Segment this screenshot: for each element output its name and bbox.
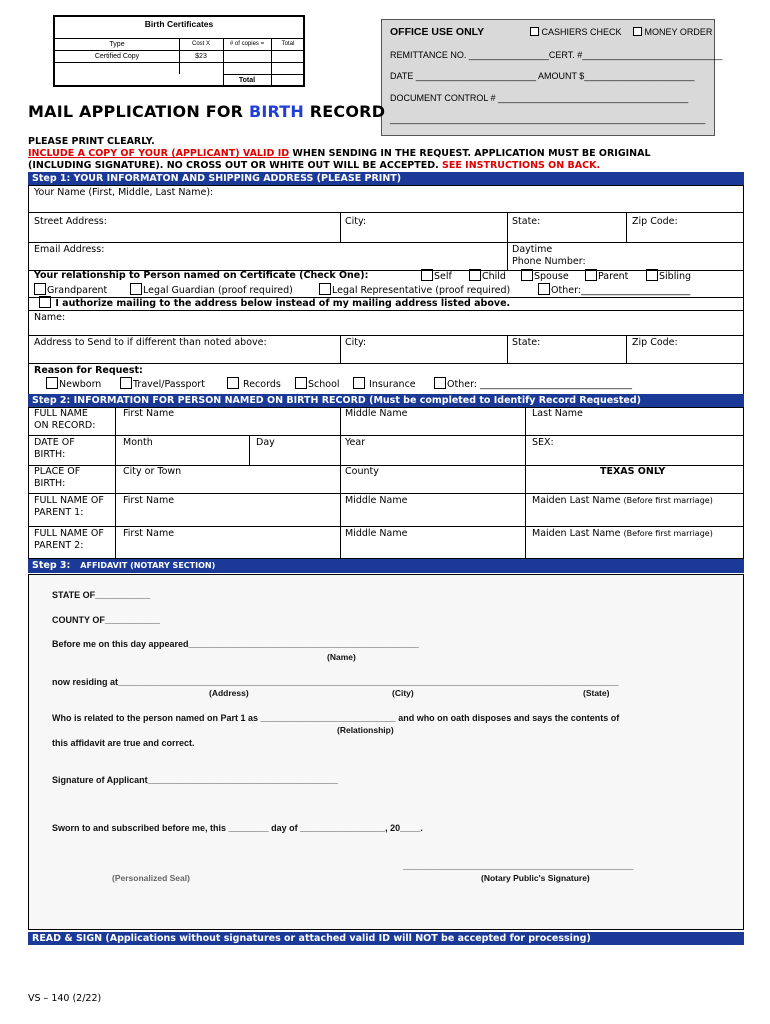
send-state-label: State: [512,337,541,348]
parent1-label-line1: FULL NAME OF [34,495,104,506]
related-line[interactable]: Who is related to the person named on Part 1 as ___________________________ and who on oath disposes and says the contents of [52,713,620,723]
rel-grandparent-option[interactable]: Grandparent [34,283,107,296]
valid-id-note: INCLUDE A COPY OF YOUR (APPLICANT) VALID ID WHEN SENDING IN THE REQUEST. APPLICATION MUST BE ORIGINAL [28,148,651,159]
cashiers-check-option[interactable]: CASHIERS CHECK [530,27,622,37]
fee-header-total: Total [281,41,295,47]
relationship-label: Your relationship to Person named on Certificate (Check One): [34,270,369,281]
fee-header-copies: # of copies = [229,41,265,47]
day-label: Day [256,437,275,448]
parent2-maiden-label: Maiden Last Name (Before first marriage) [532,528,713,539]
rel-other-option[interactable]: Other:_______________________ [538,283,690,296]
reason-newborn-option[interactable]: Newborn [46,377,101,390]
money-order-checkbox[interactable] [633,27,642,36]
state-caption: (State) [583,688,610,698]
fee-row-type: Certified Copy [94,53,140,60]
parent1-maiden-label: Maiden Last Name (Before first marriage) [532,495,713,506]
signature-note: (INCLUDING SIGNATURE). NO CROSS OUT OR WHITE OUT WILL BE ACCEPTED. SEE INSTRUCTIONS ON BACK. [28,160,601,171]
rel-parent-option[interactable]: Parent [585,269,628,282]
name-caption: (Name) [327,652,356,662]
send-name-label: Name: [34,312,66,323]
fee-header-cost: Cost X [191,41,210,47]
affidavit-section [28,574,744,930]
date-amount-line: DATE ________________________ AMOUNT $______________________ [390,71,695,81]
daytime-label: Daytime [512,244,553,255]
office-blank-line: _______________________________________________________________ [390,114,706,124]
rel-legal-representative-checkbox[interactable] [319,283,331,295]
fee-total-label: Total [238,77,256,84]
rel-legal-guardian-option[interactable]: Legal Guardian (proof required) [130,283,293,296]
reason-newborn-checkbox[interactable] [46,377,58,389]
rel-child-option[interactable]: Child [469,269,506,282]
reason-records-checkbox[interactable] [227,377,239,389]
city-caption: (City) [392,688,414,698]
reason-insurance-option[interactable]: Insurance [353,377,416,390]
form-number: VS – 140 (2/22) [28,993,102,1004]
reason-school-checkbox[interactable] [295,377,307,389]
print-clearly-note: PLEASE PRINT CLEARLY. [28,136,155,147]
parent1-middle-name-label: Middle Name [345,495,408,506]
rel-legal-representative-option[interactable]: Legal Representative (proof required) [319,283,510,296]
pob-label-line2: BIRTH: [34,478,66,489]
personalized-seal-caption: (Personalized Seal) [112,873,190,883]
step2-header: Step 2: INFORMATION FOR PERSON NAMED ON BIRTH RECORD (Must be completed to Identify Record Requested) [28,394,744,407]
reason-school-option[interactable]: School [295,377,340,390]
step3-header: Step 3: AFFIDAVIT (NOTARY SECTION) [28,559,744,573]
parent2-label-line2: PARENT 2: [34,540,84,551]
your-name-label: Your Name (First, Middle, Last Name): [34,187,214,198]
fee-table [53,15,305,87]
document-control-line: DOCUMENT CONTROL # ______________________________________ [390,93,689,103]
send-zip-label: Zip Code: [632,337,678,348]
first-name-label: First Name [123,408,175,419]
parent1-first-name-label: First Name [123,495,175,506]
fee-header-type: Type [109,41,125,48]
rel-parent-checkbox[interactable] [585,269,597,281]
sworn-line[interactable]: Sworn to and subscribed before me, this ________ day of _________________, 20____. [52,823,423,833]
reason-travel-checkbox[interactable] [120,377,132,389]
phone-label: Phone Number: [512,256,586,267]
county-of-line[interactable]: COUNTY OF___________ [52,615,160,625]
residing-line[interactable]: now residing at____________________________________________________________________________________________________ [52,677,619,687]
state-of-line[interactable]: STATE OF___________ [52,590,151,600]
reason-insurance-checkbox[interactable] [353,377,365,389]
rel-sibling-option[interactable]: Sibling [646,269,691,282]
rel-sibling-checkbox[interactable] [646,269,658,281]
rel-grandparent-checkbox[interactable] [34,283,46,295]
reason-other-option[interactable]: Other: ________________________________ [434,377,632,390]
month-label: Month [123,437,153,448]
rel-self-option[interactable]: Self [421,269,452,282]
sex-label: SEX: [532,437,554,448]
parent2-label-line1: FULL NAME OF [34,528,104,539]
affidavit-true-line: this affidavit are true and correct. [52,738,195,748]
state-label: State: [512,216,541,227]
relationship-caption: (Relationship) [337,725,394,735]
parent2-middle-name-label: Middle Name [345,528,408,539]
city-town-label: City or Town [123,466,182,477]
county-label: County [345,466,379,477]
remittance-line: REMITTANCE NO. ________________CERT. #____________________________ [390,50,723,60]
reason-records-option[interactable]: Records [227,377,281,390]
fee-table-title: Birth Certificates [144,19,214,29]
fee-row-cost: $23 [195,53,207,60]
money-order-option[interactable]: MONEY ORDER [633,27,712,37]
send-address-label: Address to Send to if different than noted above: [34,337,267,348]
full-name-label-line1: FULL NAME [34,408,88,419]
notary-signature-line[interactable]: ______________________________________________ [403,861,634,871]
city-label: City: [345,216,367,227]
last-name-label: Last Name [532,408,583,419]
year-label: Year [345,437,366,448]
read-sign-bar: READ & SIGN (Applications without signatures or attached valid ID will NOT be accepted for processing) [28,932,744,945]
parent2-first-name-label: First Name [123,528,175,539]
send-city-label: City: [345,337,367,348]
full-name-label-line2: ON RECORD: [34,420,96,431]
middle-name-label: Middle Name [345,408,408,419]
zip-label: Zip Code: [632,216,678,227]
rel-child-checkbox[interactable] [469,269,481,281]
step1-grid [28,185,744,397]
address-caption: (Address) [209,688,249,698]
reason-title: Reason for Request: [34,365,143,376]
applicant-signature-line[interactable]: Signature of Applicant______________________________________ [52,775,338,785]
step2-grid [28,407,744,559]
rel-spouse-checkbox[interactable] [521,269,533,281]
email-label: Email Address: [34,244,105,255]
cashiers-check-checkbox[interactable] [530,27,539,36]
authorize-option[interactable]: I authorize mailing to the address below instead of my mailing address listed above. [39,296,510,309]
reason-other-checkbox[interactable] [434,377,446,389]
dob-label-line1: DATE OF [34,437,75,448]
authorize-checkbox[interactable] [39,296,51,308]
office-use-box [381,19,723,136]
rel-other-checkbox[interactable] [538,283,550,295]
step1-header: Step 1: YOUR INFORMATON AND SHIPPING ADDRESS (PLEASE PRINT) [28,172,744,185]
texas-only-label: TEXAS ONLY [600,466,666,477]
notary-signature-caption: (Notary Public's Signature) [481,873,590,883]
pob-label-line1: PLACE OF [34,466,81,477]
page-title: MAIL APPLICATION FOR BIRTH RECORD [28,102,386,121]
appeared-line[interactable]: Before me on this day appeared______________________________________________ [52,639,419,649]
dob-label-line2: BIRTH: [34,449,66,460]
reason-travel-option[interactable]: Travel/Passport [120,377,205,390]
rel-self-checkbox[interactable] [421,269,433,281]
office-title: OFFICE USE ONLY [390,26,485,38]
parent1-label-line2: PARENT 1: [34,507,84,518]
rel-spouse-option[interactable]: Spouse [521,269,569,282]
street-address-label: Street Address: [34,216,107,227]
rel-legal-guardian-checkbox[interactable] [130,283,142,295]
